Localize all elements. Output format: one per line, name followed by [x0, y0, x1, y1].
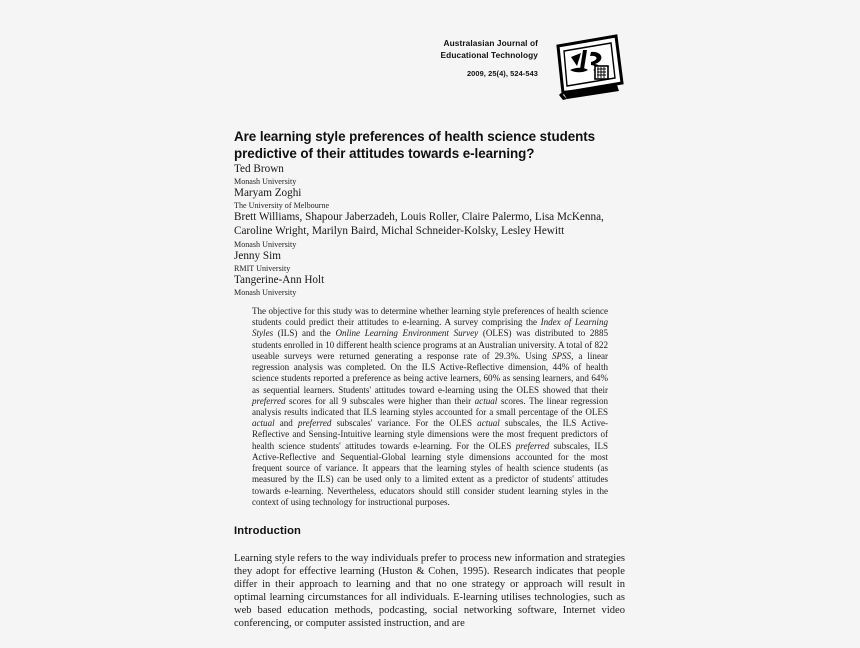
author-entry — [234, 250, 634, 274]
author-affiliation: Monash University — [234, 239, 297, 249]
author-name: Jenny Sim — [234, 249, 281, 262]
author-name: Brett Williams, Shapour Jaberzadeh, Louis Roller, Claire Palermo, Lisa McKenna, Caroline Wright, Marilyn Baird, Michal Schneider-Kolsky, Lesley Hewitt — [234, 211, 604, 237]
author-affiliation: Monash University — [234, 177, 297, 187]
abstract-text: The objective for this study was to determine whether learning style preferences of health science students could predict their attitudes to e-learning. A survey comprising the Index of Learning Styles (ILS) and the Online Learning Environment Survey (OLES) was distributed to 2885 students enrolled in 10 different health science programs at an Australian university. A total of 822 useable surveys were returned generating a response rate of 29.3%. Using SPSS, a linear regression analysis was completed. On the ILS Active-Reflective dimension, 44% of health science students reported a preference as being active learners, 60% as sensing learners, and 64% as sequential learners. Students' attitudes toward e-learning using the OLES showed that their preferred scores for all 9 subscales were higher than their actual scores. The linear regression analysis results indicated that ILS learning styles accounted for a small percentage of the OLES actual and preferred subscales' variance. For the OLES actual subscales, the ILS Active-Reflective and Sensing-Intuitive learning style dimensions were the most frequent predictors of health science students' attitudes towards e-learning. For the OLES preferred subscales, ILS Active-Reflective and Sequential-Global learning style dimensions accounted for the most frequent source of variance. It appears that the learning styles of health science students (as measured by the ILS) can be used only to a limited extent as a predictor of students' attitudes towards e-learning. Nevertheless, educators should still consider student learning styles in the context of using technology for instructional purposes. — [252, 306, 609, 507]
author-entry — [234, 274, 634, 298]
section-heading-introduction: Introduction — [234, 525, 302, 538]
author-affiliation: The University of Melbourne — [234, 201, 330, 211]
author-affiliation: RMIT University — [234, 263, 291, 273]
author-entry — [234, 163, 634, 187]
author-name: Ted Brown — [234, 163, 284, 175]
journal-header — [395, 38, 538, 80]
author-entry — [234, 187, 634, 211]
author-affiliation: Monash University — [234, 288, 297, 297]
journal-name-line2: Educational Technology — [440, 49, 538, 60]
journal-name-line1: Australasian Journal of — [443, 38, 538, 48]
page-title: Are learning style preferences of health science students predictive of their attitudes towards e-learning? — [234, 128, 596, 162]
introduction-paragraph: Learning style refers to the way individuals prefer to process new information and strategies they adopt for effective learning (Huston & Cohen, 1995). Research indicates that people differ in their approach to learning and that no one strategy or approach will result in optimal learning circumstances for all individuals. E-learning utilises technologies, such as web based education methods, podcasting, social networking software, Internet video conferencing, or computer assisted instruction, and are — [234, 552, 625, 630]
journal-citation: 2009, 25(4), 524-543 — [466, 69, 538, 78]
author-entry — [234, 211, 634, 249]
author-name: Tangerine-Ann Holt — [234, 273, 325, 286]
journal-emblem-icon — [553, 33, 625, 103]
author-name: Maryam Zoghi — [234, 187, 302, 200]
author-list — [234, 163, 634, 298]
